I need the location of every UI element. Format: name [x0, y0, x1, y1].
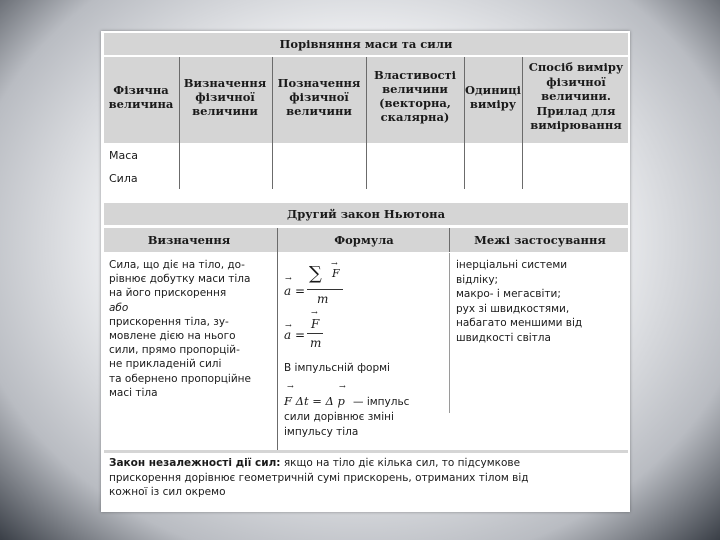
text-line: прискорення тіла, зу-	[109, 315, 229, 328]
fraction-bar	[307, 289, 343, 290]
table2-header-formula: Формула	[334, 233, 394, 247]
law-line-1	[109, 456, 624, 471]
text-line: на його прискорення	[109, 287, 227, 300]
header-line: величини.	[541, 89, 611, 103]
formula-numerator: F	[311, 317, 320, 331]
header-line: Фізична	[113, 83, 169, 97]
text-line: рух зі швидкостями,	[456, 302, 570, 315]
impulse-caption: В імпульсній формі	[284, 362, 390, 374]
vector-arrow: →	[285, 321, 292, 330]
text-line: макро- і мегасвіти;	[456, 288, 561, 300]
text-line: та обернено пропорційне	[109, 372, 251, 385]
vector-arrow: →	[311, 308, 318, 317]
table1-header-units	[465, 83, 521, 111]
text-line: рівнює добутку маси тіла	[109, 273, 251, 286]
table1-header-properties	[367, 68, 463, 124]
header-line: Спосіб виміру	[528, 60, 624, 74]
header-line: Властивості	[373, 68, 457, 82]
table1-header-definition	[179, 76, 271, 118]
impulse-text-1: сили дорівнює зміні	[284, 411, 394, 423]
formula-denominator: m	[317, 292, 329, 306]
text-line: мовлене дією на нього	[109, 330, 236, 343]
text-line: відліку;	[456, 273, 499, 286]
law-separator	[104, 450, 628, 453]
divider	[449, 253, 450, 413]
table1-title-band	[104, 33, 628, 55]
divider	[464, 57, 465, 189]
table1-row-mass: Маса	[109, 149, 139, 162]
text-line: сили, прямо пропорцій-	[109, 344, 240, 357]
header-line: величини	[286, 104, 352, 118]
header-line: (векторна,	[379, 96, 451, 110]
law-line-2: прискорення дорівнює геометричній сумі прискорень, отриманих тілом від	[109, 471, 529, 484]
header-line: фізичної	[546, 74, 606, 89]
table2-title: Другий закон Ньютона	[286, 207, 446, 221]
table2-header-limits: Межі застосування	[474, 233, 606, 247]
impulse-equation: F Δt = Δ p	[284, 394, 345, 408]
law-line-3: кожної із сил окремо	[109, 486, 226, 498]
vector-arrow: →	[285, 274, 292, 283]
header-line: фізичної	[195, 90, 255, 104]
fraction-bar	[307, 333, 323, 334]
vector-arrow: →	[287, 382, 294, 391]
table1-header-method	[523, 60, 629, 133]
divider	[277, 228, 278, 450]
table1-header-notation	[273, 76, 365, 118]
text-line: Сила, що діє на тіло, до-	[109, 259, 245, 271]
formula-numerator: F	[332, 267, 340, 280]
impulse-equation-note: — імпульс	[353, 396, 410, 408]
text-line: не прикладеній силі	[109, 358, 222, 371]
impulse-text-2: імпульсу тіла	[284, 426, 359, 438]
header-line: Одиниці	[465, 83, 522, 97]
table2-limits-text	[456, 258, 582, 345]
vector-arrow: →	[331, 259, 338, 268]
table2-definition-text	[109, 258, 251, 400]
table1-title: Порівняння маси та сили	[279, 37, 453, 51]
table2-title-band	[104, 203, 628, 225]
divider	[272, 57, 273, 189]
divider	[366, 57, 367, 189]
header-line: Прилад для	[536, 103, 616, 118]
divider	[449, 228, 450, 252]
header-line: скалярна)	[380, 110, 450, 124]
text-line: масі тіла	[109, 386, 158, 399]
header-line: величини	[382, 82, 448, 96]
header-line: фізичної	[289, 90, 349, 104]
text-line: набагато меншими від	[456, 317, 583, 329]
law-text: якщо на тіло діє кілька сил, то підсумкове	[283, 457, 521, 469]
formula-lhs: a =	[284, 328, 306, 342]
vector-arrow: →	[339, 382, 346, 391]
table1-header-quantity	[103, 83, 179, 111]
textbook-page	[101, 31, 630, 512]
text-line: або	[109, 301, 129, 314]
table2-header-definition: Визначення	[147, 233, 231, 247]
header-line: вимірювання	[530, 118, 622, 132]
header-line: виміру	[469, 97, 517, 111]
header-line: величини	[192, 104, 258, 118]
formula-denominator: m	[310, 336, 322, 350]
law-title: Закон незалежності дії сил:	[109, 457, 281, 469]
text-line: швидкості світла	[456, 331, 551, 344]
formula-sum-symbol: ∑	[309, 263, 322, 284]
divider	[179, 57, 180, 189]
formula-lhs: a =	[284, 284, 306, 298]
text-line: інерціальні системи	[456, 259, 568, 271]
divider	[522, 57, 523, 189]
table1-row-force: Сила	[109, 172, 138, 185]
law-paragraph	[109, 456, 624, 500]
header-line: Визначення	[183, 76, 267, 90]
header-line: Позначення	[277, 76, 361, 90]
header-line: величина	[108, 97, 174, 111]
